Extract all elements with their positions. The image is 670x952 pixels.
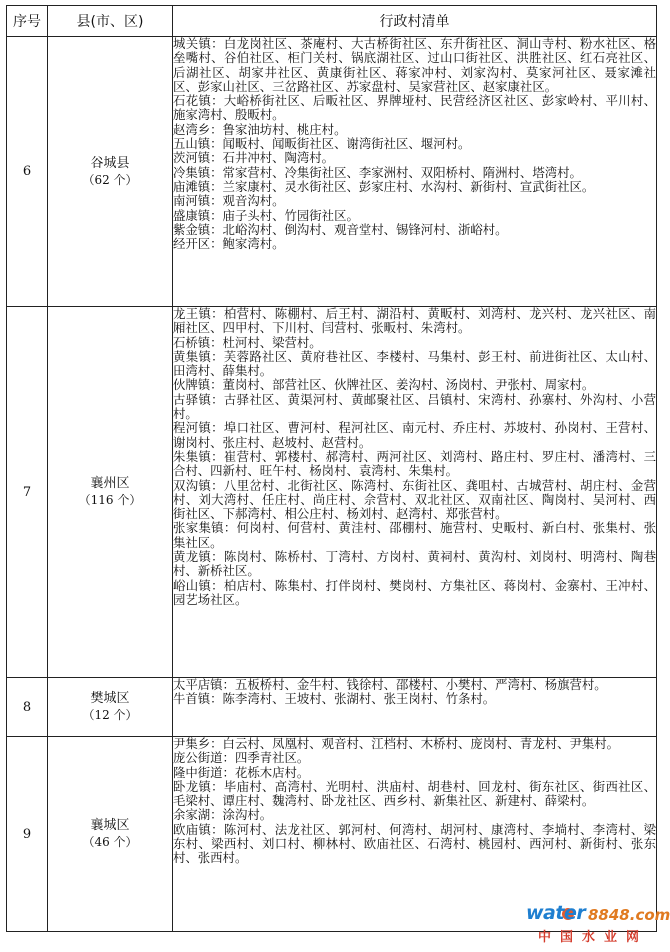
town-entry: 隆中街道：花栎木店村。 bbox=[173, 764, 310, 780]
town-entry: 峪山镇：柏店村、陈集村、打伴岗村、樊岗村、方集社区、蒋岗村、金寨村、王冲村、园艺场社区。 bbox=[173, 577, 656, 607]
town-entry: 黄集镇：芙蓉路社区、黄府巷社区、李楼村、马集村、彭王村、前进街社区、太山村、田湾村、薛集村。 bbox=[173, 348, 656, 379]
village-count: （12 个） bbox=[82, 708, 138, 722]
row-number: 7 bbox=[7, 307, 48, 678]
table-header-row bbox=[7, 6, 657, 37]
town-entry: 太平店镇：五板桥村、金牛村、钱徐村、邵楼村、小樊村、严湾村、杨旗营村。 bbox=[173, 677, 607, 692]
county-cell bbox=[48, 678, 173, 737]
county-name: 襄城区 bbox=[90, 818, 130, 833]
town-entry: 双沟镇：八里岔村、北街社区、陈湾村、东街社区、龚咀村、古城营村、胡庄村、金营村、刘大湾村、任庄村、尚庄村、佘营村、双北社区、双南社区、陶岗村、吴河村、西街社区、下郝湾村、相公庄村、杨刘村、赵湾村、郑张营村。 bbox=[173, 477, 656, 522]
village-count: （46 个） bbox=[82, 835, 138, 849]
town-entry: 五山镇：闻畈村、闻畈街社区、谢湾街社区、堰河村。 bbox=[173, 136, 471, 152]
town-entry: 茨河镇：石井冲村、陶湾村。 bbox=[173, 150, 335, 166]
watermark-brand: water bbox=[526, 902, 586, 924]
village-list-cell bbox=[173, 678, 657, 737]
town-entry: 朱集镇：崔营村、郭楼村、郝湾村、两河社区、刘湾村、路庄村、罗庄村、潘湾村、三合村、四新村、旺午村、杨岗村、袁湾村、朱集村。 bbox=[173, 448, 656, 479]
table-row bbox=[7, 307, 657, 678]
town-entry: 卧龙镇：毕庙村、高湾村、光明村、洪庙村、胡巷村、回龙村、街东社区、街西社区、毛梁村、谭庄村、魏湾村、卧龙社区、西乡村、新集社区、新建村、薛梁村。 bbox=[173, 778, 656, 809]
village-list-table bbox=[6, 5, 657, 932]
county-cell bbox=[48, 307, 173, 678]
town-entry: 南河镇：观音沟村。 bbox=[173, 193, 285, 209]
site-watermark bbox=[526, 902, 670, 948]
table-row bbox=[7, 37, 657, 307]
town-entry: 牛首镇：陈李湾村、王坡村、张湖村、张王岗村、竹条村。 bbox=[173, 691, 496, 707]
town-entry: 庙滩镇：兰家康村、灵水街社区、彭家庄村、水沟村、新街村、宣武街社区。 bbox=[173, 178, 595, 194]
town-entry: 石桥镇：杜河村、梁营村。 bbox=[173, 334, 322, 350]
town-entry: 庞公街道：四季青社区。 bbox=[173, 750, 310, 766]
county-cell bbox=[48, 37, 173, 307]
row-number: 9 bbox=[7, 737, 48, 932]
row-number: 6 bbox=[7, 37, 48, 307]
county-name: 谷城县 bbox=[90, 155, 130, 171]
village-list-cell bbox=[173, 307, 657, 678]
watermark-number-digits: 8848 bbox=[588, 906, 630, 924]
county-name: 襄州区 bbox=[90, 476, 130, 491]
town-entry: 古驿镇：古驿社区、黄渠河村、黄邮聚社区、吕镇村、宋湾村、孙寨村、外沟村、小营村。 bbox=[173, 391, 656, 422]
town-entry: 盛康镇：庙子头村、竹园街社区。 bbox=[173, 207, 359, 223]
watermark-tagline: 中国水业网 bbox=[538, 930, 649, 945]
town-entry: 欧庙镇：陈河村、法龙社区、郭河村、何湾村、胡河村、康湾村、李埫村、李湾村、梁东村、梁西村、刘口村、柳林村、欧庙社区、石湾村、桃园村、西河村、新街村、张东村、张西村。 bbox=[173, 821, 656, 866]
town-entry: 伙牌镇：董岗村、部营社区、伙牌社区、姜沟村、汤岗村、尹张村、周家村。 bbox=[173, 377, 595, 393]
town-entry: 冷集镇：常家营村、冷集街社区、李家洲村、双阳桥村、隋洲村、塔湾村。 bbox=[173, 164, 582, 180]
town-entry: 龙王镇：柏营村、陈棚村、后王村、湖沿村、黄畈村、刘湾村、龙兴村、龙兴社区、南厢社区、四甲村、下川村、闫营村、张畈村、朱湾村。 bbox=[173, 306, 656, 336]
village-count: （62 个） bbox=[82, 172, 138, 187]
county-name: 樊城区 bbox=[90, 691, 130, 706]
header-county: 县(市、区) bbox=[48, 6, 173, 37]
town-entry: 经开区：鲍家湾村。 bbox=[173, 236, 285, 252]
town-entry: 黄龙镇：陈岗村、陈桥村、丁湾村、方岗村、黄祠村、黄沟村、刘岗村、明湾村、陶巷村、新桥社区。 bbox=[173, 549, 656, 579]
town-entry: 张家集镇：何岗村、何营村、黄洼村、邵棚村、施营村、史畈村、新白村、张集村、张集社区。 bbox=[173, 520, 656, 550]
town-entry: 赵湾乡：鲁家油坊村、桃庄村。 bbox=[173, 121, 347, 137]
town-entry: 紫金镇：北峪沟村、倒沟村、观音堂村、锡锋河村、浙峪村。 bbox=[173, 221, 508, 237]
village-list-cell bbox=[173, 37, 657, 307]
town-entry: 城关镇：白龙岗社区、茶庵村、大古桥街社区、东升街社区、洞山寺村、粉水社区、格垒嘴村、谷伯社区、柜门关村、锅底湖社区、过山口街社区、洪胜社区、红石亮社区、后湖社区、胡家井社区、黄康街社区、蒋家冲村、刘家沟村、莫家河社区、聂家滩社区、彭家山社区、三岔路社区、苏家盘村、吴家营社区、赵家康社区。 bbox=[173, 36, 656, 94]
row-number: 8 bbox=[7, 678, 48, 737]
table-row bbox=[7, 678, 657, 737]
county-cell bbox=[48, 737, 173, 932]
village-count: （116 个） bbox=[78, 493, 142, 507]
town-entry: 余家湖：涂沟村。 bbox=[173, 807, 273, 823]
town-entry: 尹集乡：白云村、凤凰村、观音村、江档村、木桥村、庞岗村、青龙村、尹集村。 bbox=[173, 736, 620, 751]
town-entry: 程河镇：埠口社区、曹河村、程河社区、南元村、乔庄村、苏坡村、孙岗村、王营村、谢岗村、张庄村、赵坡村、赵营村。 bbox=[173, 420, 656, 450]
town-entry: 石花镇：大峪桥街社区、后畈社区、界牌垭村、民营经济区社区、彭家岭村、平川村、施家湾村、殷畈村。 bbox=[173, 93, 656, 123]
header-no: 序号 bbox=[7, 6, 48, 37]
header-list: 行政村清单 bbox=[173, 6, 657, 37]
watermark-suffix: .com bbox=[629, 906, 670, 924]
watermark-number bbox=[588, 906, 670, 924]
